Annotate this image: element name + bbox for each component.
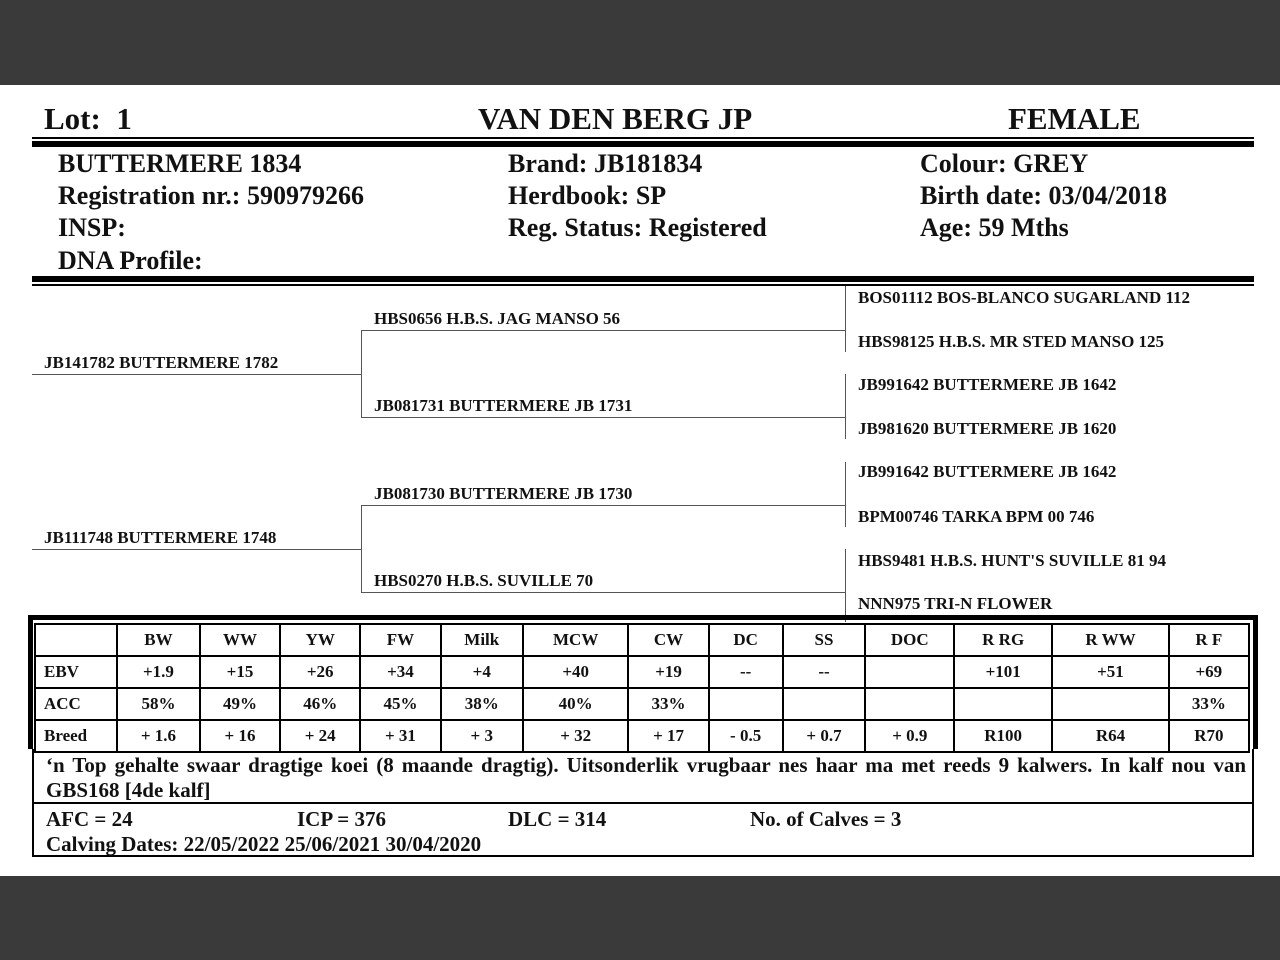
ebv-cell: +19 [628, 656, 708, 688]
ebv-cell: +15 [200, 656, 280, 688]
breed-cell: + 0.9 [865, 720, 954, 752]
ebv-header-cell: SS [783, 624, 866, 656]
ebv-header-cell: BW [117, 624, 200, 656]
pedigree-gen3-8: NNN975 TRI-N FLOWER [858, 594, 1053, 613]
acc-row-label: ACC [35, 688, 117, 720]
breed-row [35, 720, 1249, 752]
top-dark-band [0, 0, 1280, 85]
ebv-cell: +34 [360, 656, 440, 688]
afc-value: AFC = 24 [46, 807, 133, 831]
pedigree-gen3-7: HBS9481 H.B.S. HUNT'S SUVILLE 81 94 [858, 551, 1166, 570]
pedigree-connector [845, 417, 846, 439]
ebv-header-cell [35, 624, 117, 656]
pedigree-sire: JB141782 BUTTERMERE 1782 [44, 353, 279, 372]
breed-cell: + 24 [280, 720, 360, 752]
lot-label-text: Lot: [44, 101, 101, 136]
ebv-cell: +69 [1169, 656, 1249, 688]
ebv-frame-left [28, 615, 33, 749]
ebv-cell: +26 [280, 656, 360, 688]
breed-row-label: Breed [35, 720, 117, 752]
pedigree-gen2-2: JB081731 BUTTERMERE JB 1731 [374, 396, 633, 415]
acc-cell: 45% [360, 688, 440, 720]
breed-cell: + 0.7 [783, 720, 866, 752]
breed-cell: R64 [1052, 720, 1168, 752]
calves-count: No. of Calves = 3 [750, 807, 902, 831]
comment-text: ‘n Top gehalte swaar dragtige koei (8 maande dragtig). Uitsonderlik vrugbaar nes haar ma met reeds 9 kalwers. In kalf nou van GBS168 [4de kalf] [46, 753, 1246, 802]
pedigree-connector [845, 374, 846, 418]
ebv-row-label: EBV [35, 656, 117, 688]
calving-dates: Calving Dates: 22/05/2022 25/06/2021 30/04/2020 [46, 832, 482, 856]
pedigree-connector [845, 549, 846, 592]
pedigree-gen3-2: HBS98125 H.B.S. MR STED MANSO 125 [858, 332, 1165, 351]
ebv-header-cell: DOC [865, 624, 954, 656]
pedigree-line [32, 549, 361, 550]
acc-cell [783, 688, 866, 720]
ebv-header-cell: MCW [523, 624, 628, 656]
notes-box [32, 749, 1254, 857]
acc-cell: 38% [441, 688, 523, 720]
breeder-name: VAN DEN BERG JP [478, 101, 753, 136]
insp-label: INSP: [58, 213, 126, 242]
breed-cell: + 3 [441, 720, 523, 752]
acc-cell: 46% [280, 688, 360, 720]
ebv-frame-right [1253, 615, 1258, 749]
info-thin-rule [32, 284, 1254, 286]
pedigree-gen3-6: BPM00746 TARKA BPM 00 746 [858, 507, 1095, 526]
header-thick-rule [32, 141, 1254, 147]
breed-cell: + 31 [360, 720, 440, 752]
breed-cell: + 17 [628, 720, 708, 752]
ebv-frame-top [28, 615, 1258, 620]
ebv-header-cell: Milk [441, 624, 523, 656]
pedigree-connector [361, 330, 362, 418]
bottom-dark-band [0, 876, 1280, 960]
lot-sheet [0, 85, 1280, 876]
dlc-value: DLC = 314 [508, 807, 607, 831]
ebv-cell: -- [783, 656, 866, 688]
info-thick-rule [32, 276, 1254, 282]
ebv-header-cell: YW [280, 624, 360, 656]
ebv-row [35, 656, 1249, 688]
breed-cell: + 16 [200, 720, 280, 752]
icp-value: ICP = 376 [297, 807, 386, 831]
acc-cell: 33% [1169, 688, 1249, 720]
acc-cell: 58% [117, 688, 200, 720]
ebv-header-cell: CW [628, 624, 708, 656]
dna-profile-label: DNA Profile: [58, 246, 203, 275]
acc-cell [954, 688, 1052, 720]
acc-cell: 33% [628, 688, 708, 720]
pedigree-line [361, 330, 845, 331]
ebv-cell: +101 [954, 656, 1052, 688]
notes-divider [34, 802, 1252, 804]
pedigree-gen3-4: JB981620 BUTTERMERE JB 1620 [858, 419, 1117, 438]
pedigree-gen3-5: JB991642 BUTTERMERE JB 1642 [858, 462, 1117, 481]
breed-cell: R100 [954, 720, 1052, 752]
lot-number: 1 [116, 101, 132, 136]
pedigree-gen3-1: BOS01112 BOS-BLANCO SUGARLAND 112 [858, 288, 1191, 307]
herdbook: Herdbook: SP [508, 181, 667, 210]
acc-cell [709, 688, 783, 720]
sex-label: FEMALE [1008, 101, 1141, 136]
acc-cell: 49% [200, 688, 280, 720]
ebv-table [34, 623, 1250, 753]
registration-number: Registration nr.: 590979266 [58, 181, 364, 210]
reg-status: Reg. Status: Registered [508, 213, 767, 242]
ebv-header-row [35, 624, 1249, 656]
pedigree-dam: JB111748 BUTTERMERE 1748 [44, 528, 277, 547]
header-thin-rule [32, 137, 1254, 139]
ebv-header-cell: R F [1169, 624, 1249, 656]
breed-cell: - 0.5 [709, 720, 783, 752]
ebv-cell: +4 [441, 656, 523, 688]
breed-cell: R70 [1169, 720, 1249, 752]
acc-row [35, 688, 1249, 720]
age: Age: 59 Mths [920, 213, 1069, 242]
pedigree-line [361, 417, 845, 418]
pedigree-connector [845, 330, 846, 352]
birth-date: Birth date: 03/04/2018 [920, 181, 1167, 210]
pedigree-gen2-4: HBS0270 H.B.S. SUVILLE 70 [374, 571, 594, 590]
pedigree-connector [845, 286, 846, 330]
ebv-header-cell: DC [709, 624, 783, 656]
pedigree-gen2-3: JB081730 BUTTERMERE JB 1730 [374, 484, 633, 503]
ebv-cell: +51 [1052, 656, 1168, 688]
pedigree-connector [845, 505, 846, 527]
lot-label [44, 101, 132, 137]
ebv-header-cell: FW [360, 624, 440, 656]
animal-name: BUTTERMERE 1834 [58, 149, 302, 178]
ebv-cell [865, 656, 954, 688]
pedigree-line [361, 592, 845, 593]
acc-cell [1052, 688, 1168, 720]
pedigree-line [32, 374, 361, 375]
breed-cell: + 1.6 [117, 720, 200, 752]
ebv-header-cell: WW [200, 624, 280, 656]
ebv-cell: -- [709, 656, 783, 688]
pedigree-gen3-3: JB991642 BUTTERMERE JB 1642 [858, 375, 1117, 394]
colour: Colour: GREY [920, 149, 1089, 178]
breed-cell: + 32 [523, 720, 628, 752]
pedigree-gen2-1: HBS0656 H.B.S. JAG MANSO 56 [374, 309, 621, 328]
brand: Brand: JB181834 [508, 149, 703, 178]
acc-cell [865, 688, 954, 720]
acc-cell: 40% [523, 688, 628, 720]
pedigree-connector [361, 505, 362, 593]
pedigree-line [361, 505, 845, 506]
ebv-header-cell: R RG [954, 624, 1052, 656]
ebv-cell: +1.9 [117, 656, 200, 688]
ebv-cell: +40 [523, 656, 628, 688]
pedigree-connector [845, 462, 846, 505]
ebv-header-cell: R WW [1052, 624, 1168, 656]
